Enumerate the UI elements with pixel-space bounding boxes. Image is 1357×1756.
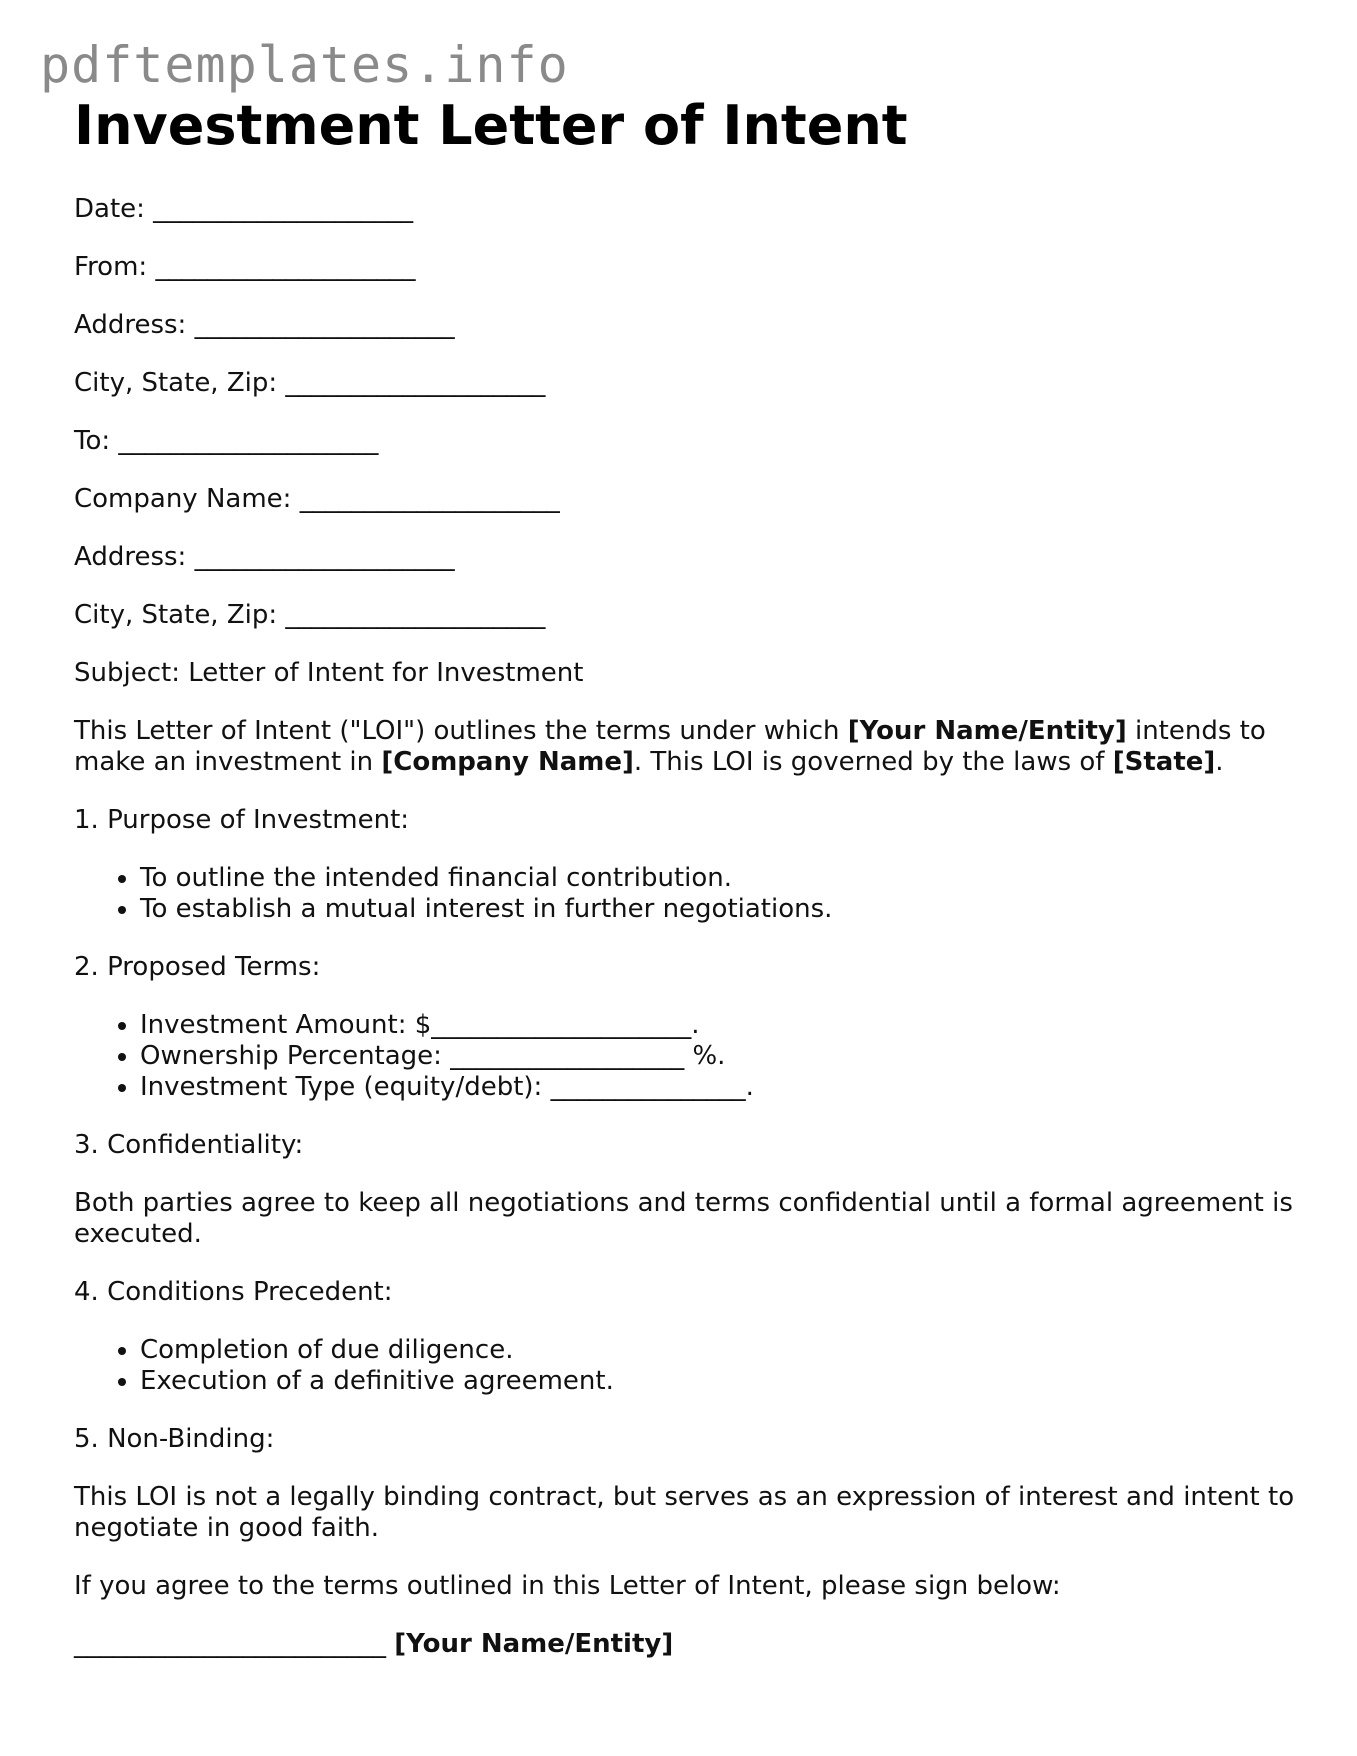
nonbinding-text: This LOI is not a legally binding contract, but serves as an expression of interest and intent to negotiate in good faith. bbox=[74, 1482, 1295, 1543]
field-label: Address: bbox=[74, 310, 187, 340]
to-address-field bbox=[74, 542, 1304, 573]
section-heading: 1. Purpose of Investment: bbox=[74, 805, 410, 835]
field-label: Address: bbox=[74, 542, 187, 572]
signature-line[interactable]: ________________________ bbox=[74, 1629, 386, 1659]
section-heading: 2. Proposed Terms: bbox=[74, 952, 321, 982]
signature-name: [Your Name/Entity] bbox=[394, 1629, 674, 1659]
confidentiality-text: Both parties agree to keep all negotiations and terms confidential until a formal agreement is executed. bbox=[74, 1188, 1293, 1249]
investment-amount-item[interactable]: • Investment Amount: $____________________. bbox=[140, 1010, 1304, 1041]
field-blank[interactable]: ____________________ bbox=[299, 484, 560, 514]
to-field bbox=[74, 426, 1304, 457]
field-label: City, State, Zip: bbox=[74, 600, 278, 630]
list-item: • To establish a mutual interest in further negotiations. bbox=[140, 894, 1304, 925]
intro-paragraph bbox=[74, 716, 1304, 778]
field-blank[interactable]: ____________________ bbox=[285, 368, 546, 398]
field-label: From: bbox=[74, 252, 148, 282]
from-field bbox=[74, 252, 1304, 283]
field-blank[interactable]: ____________________ bbox=[194, 310, 455, 340]
from-city-state-zip-field bbox=[74, 368, 1304, 399]
section-heading: 3. Confidentiality: bbox=[74, 1130, 304, 1160]
section-heading: 5. Non-Binding: bbox=[74, 1424, 275, 1454]
intro-text: . This LOI is governed by the laws of bbox=[633, 747, 1113, 777]
purpose-list bbox=[74, 863, 1304, 925]
document-body bbox=[74, 194, 1304, 1660]
section-heading: 4. Conditions Precedent: bbox=[74, 1277, 393, 1307]
field-label: Company Name: bbox=[74, 484, 292, 514]
terms-list bbox=[74, 1010, 1304, 1103]
list-item: • Completion of due diligence. bbox=[140, 1335, 1304, 1366]
document-title: Investment Letter of Intent bbox=[74, 94, 908, 157]
field-blank[interactable]: ____________________ bbox=[285, 600, 546, 630]
intro-text: . bbox=[1215, 747, 1224, 777]
intro-company-placeholder: [Company Name] bbox=[381, 747, 634, 777]
intro-text: This Letter of Intent ("LOI") outlines the terms under which bbox=[74, 716, 848, 746]
closing-text: If you agree to the terms outlined in this Letter of Intent, please sign below: bbox=[74, 1571, 1061, 1601]
field-blank[interactable]: ____________________ bbox=[194, 542, 455, 572]
intro-state-placeholder: [State] bbox=[1112, 747, 1216, 777]
ownership-percentage-item[interactable]: • Ownership Percentage: __________________ %. bbox=[140, 1041, 1304, 1072]
field-label: To: bbox=[74, 426, 111, 456]
company-name-field bbox=[74, 484, 1304, 515]
field-label: Date: bbox=[74, 194, 145, 224]
investment-type-item[interactable]: • Investment Type (equity/debt): _______________. bbox=[140, 1072, 1304, 1103]
intro-text: intends to make an investment in bbox=[74, 716, 1266, 777]
watermark: pdftemplates.info bbox=[40, 36, 569, 94]
to-city-state-zip-field bbox=[74, 600, 1304, 631]
field-label: City, State, Zip: bbox=[74, 368, 278, 398]
intro-investor-placeholder: [Your Name/Entity] bbox=[847, 716, 1127, 746]
date-field bbox=[74, 194, 1304, 225]
conditions-list bbox=[74, 1335, 1304, 1397]
field-blank[interactable]: ____________________ bbox=[155, 252, 416, 282]
field-blank[interactable]: ____________________ bbox=[153, 194, 414, 224]
list-item: • Execution of a definitive agreement. bbox=[140, 1366, 1304, 1397]
subject-line: Subject: Letter of Intent for Investment bbox=[74, 658, 584, 688]
signature-block bbox=[74, 1629, 1304, 1660]
list-item: • To outline the intended financial contribution. bbox=[140, 863, 1304, 894]
from-address-field bbox=[74, 310, 1304, 341]
field-blank[interactable]: ____________________ bbox=[118, 426, 379, 456]
